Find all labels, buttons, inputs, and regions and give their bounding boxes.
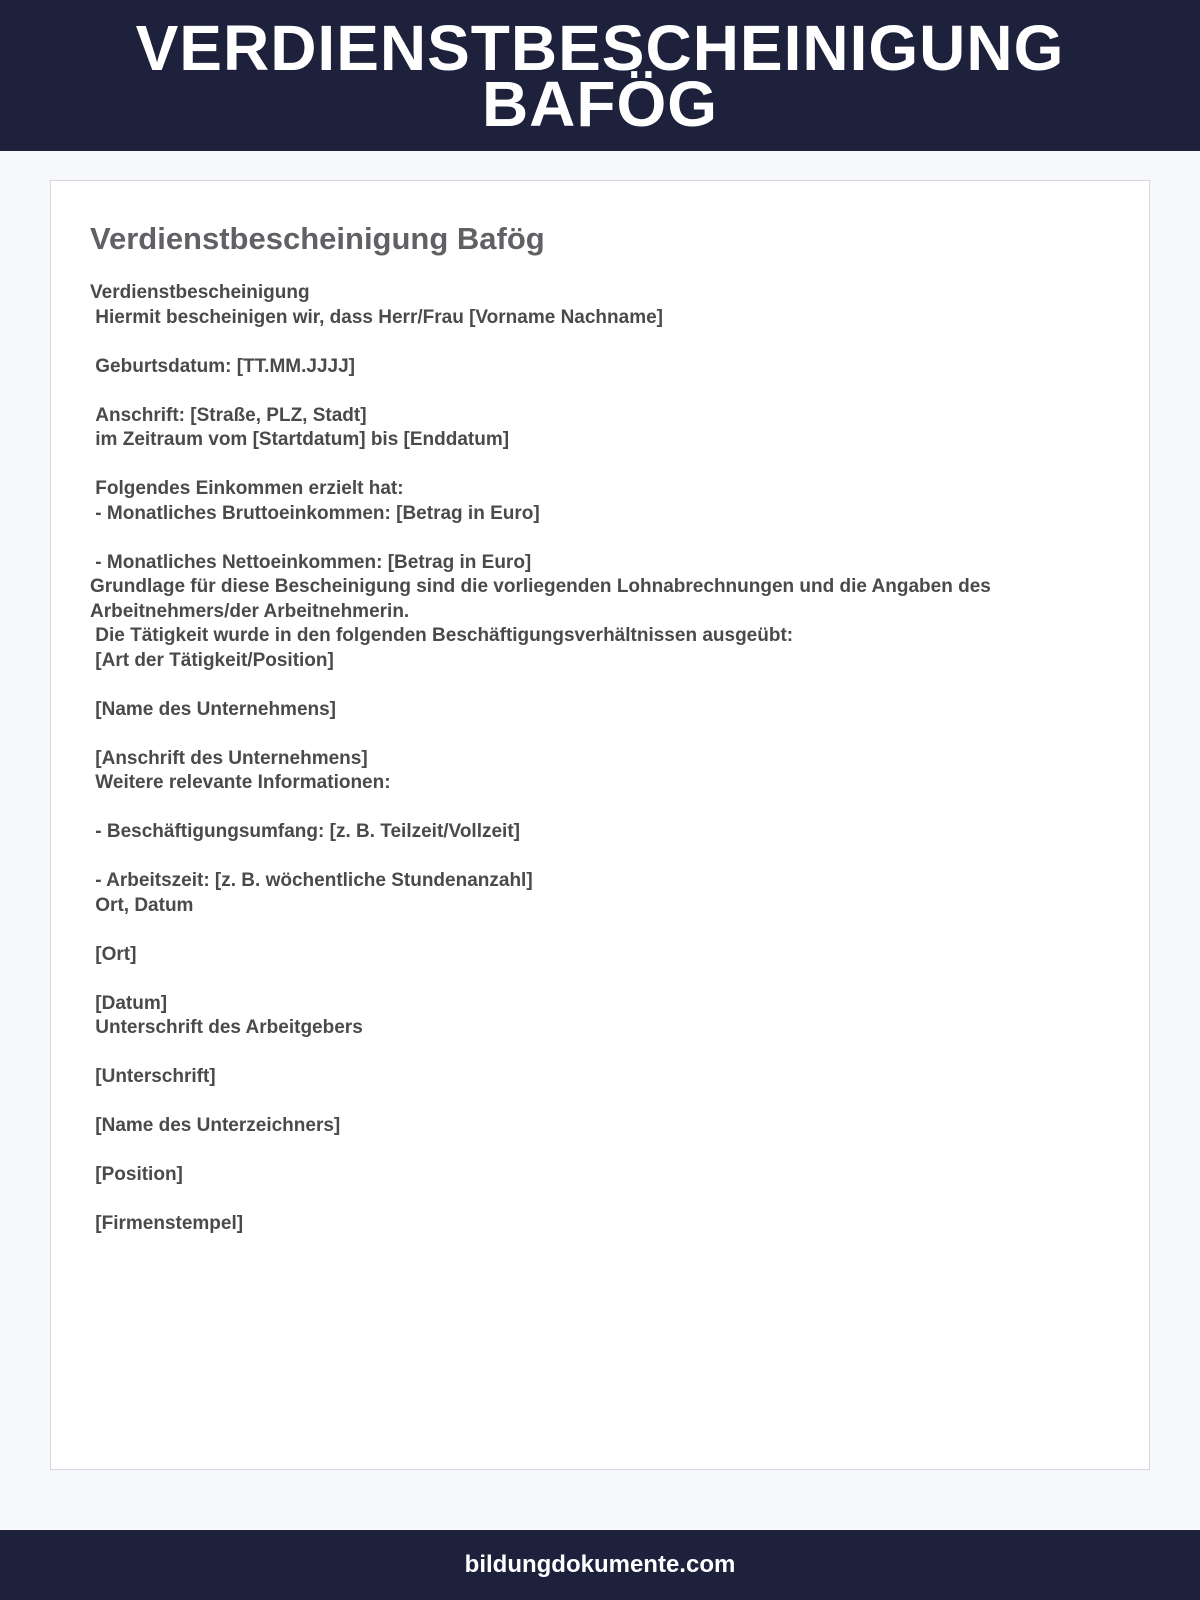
banner-title-line-2: BAFÖG <box>481 67 719 140</box>
document-card <box>50 180 1150 1470</box>
footer-site-link[interactable]: bildungdokumente.com <box>464 1551 736 1578</box>
header-banner <box>0 0 1200 151</box>
document-title: Verdienstbescheinigung Bafög <box>90 221 545 256</box>
footer-bar <box>0 1530 1200 1600</box>
banner-title-line-1: VERDIENSTBESCHEINIGUNG <box>135 11 1065 84</box>
document-body: Verdienstbescheinigung Hiermit bescheinigen wir, dass Herr/Frau [Vorname Nachname] Geburtsdatum: [TT.MM.JJJJ] Anschrift: [Straße, PLZ, Stadt] im Zeitraum vom [Startdatum] bis [Enddatum] Folgendes Einkommen erzielt hat: - Monatliches Bruttoeinkommen: [Betrag in Euro] - Monatliches Nettoeinkommen: [Betrag in Euro] Grundlage für diese Bescheinigung sind die vorliegenden Lohnabrechnungen und die Angaben des Arbeitnehmers/der Arbeitnehmerin. Die Tätigkeit wurde in den folgenden Beschäftigungsverhältnissen ausgeübt: [Art der Tätigkeit/Position] [Name des Unternehmens] [Anschrift des Unternehmens] Weitere relevante Informationen: - Beschäftigungsumfang: [z. B. Teilzeit/Vollzeit] - Arbeitszeit: [z. B. wöchentliche Stundenanzahl] Ort, Datum [Ort] [Datum] Unterschrift des Arbeitgebers [Unterschrift] [Name des Unterzeichners] [Position] [Firmenstempel] <box>90 282 991 1234</box>
